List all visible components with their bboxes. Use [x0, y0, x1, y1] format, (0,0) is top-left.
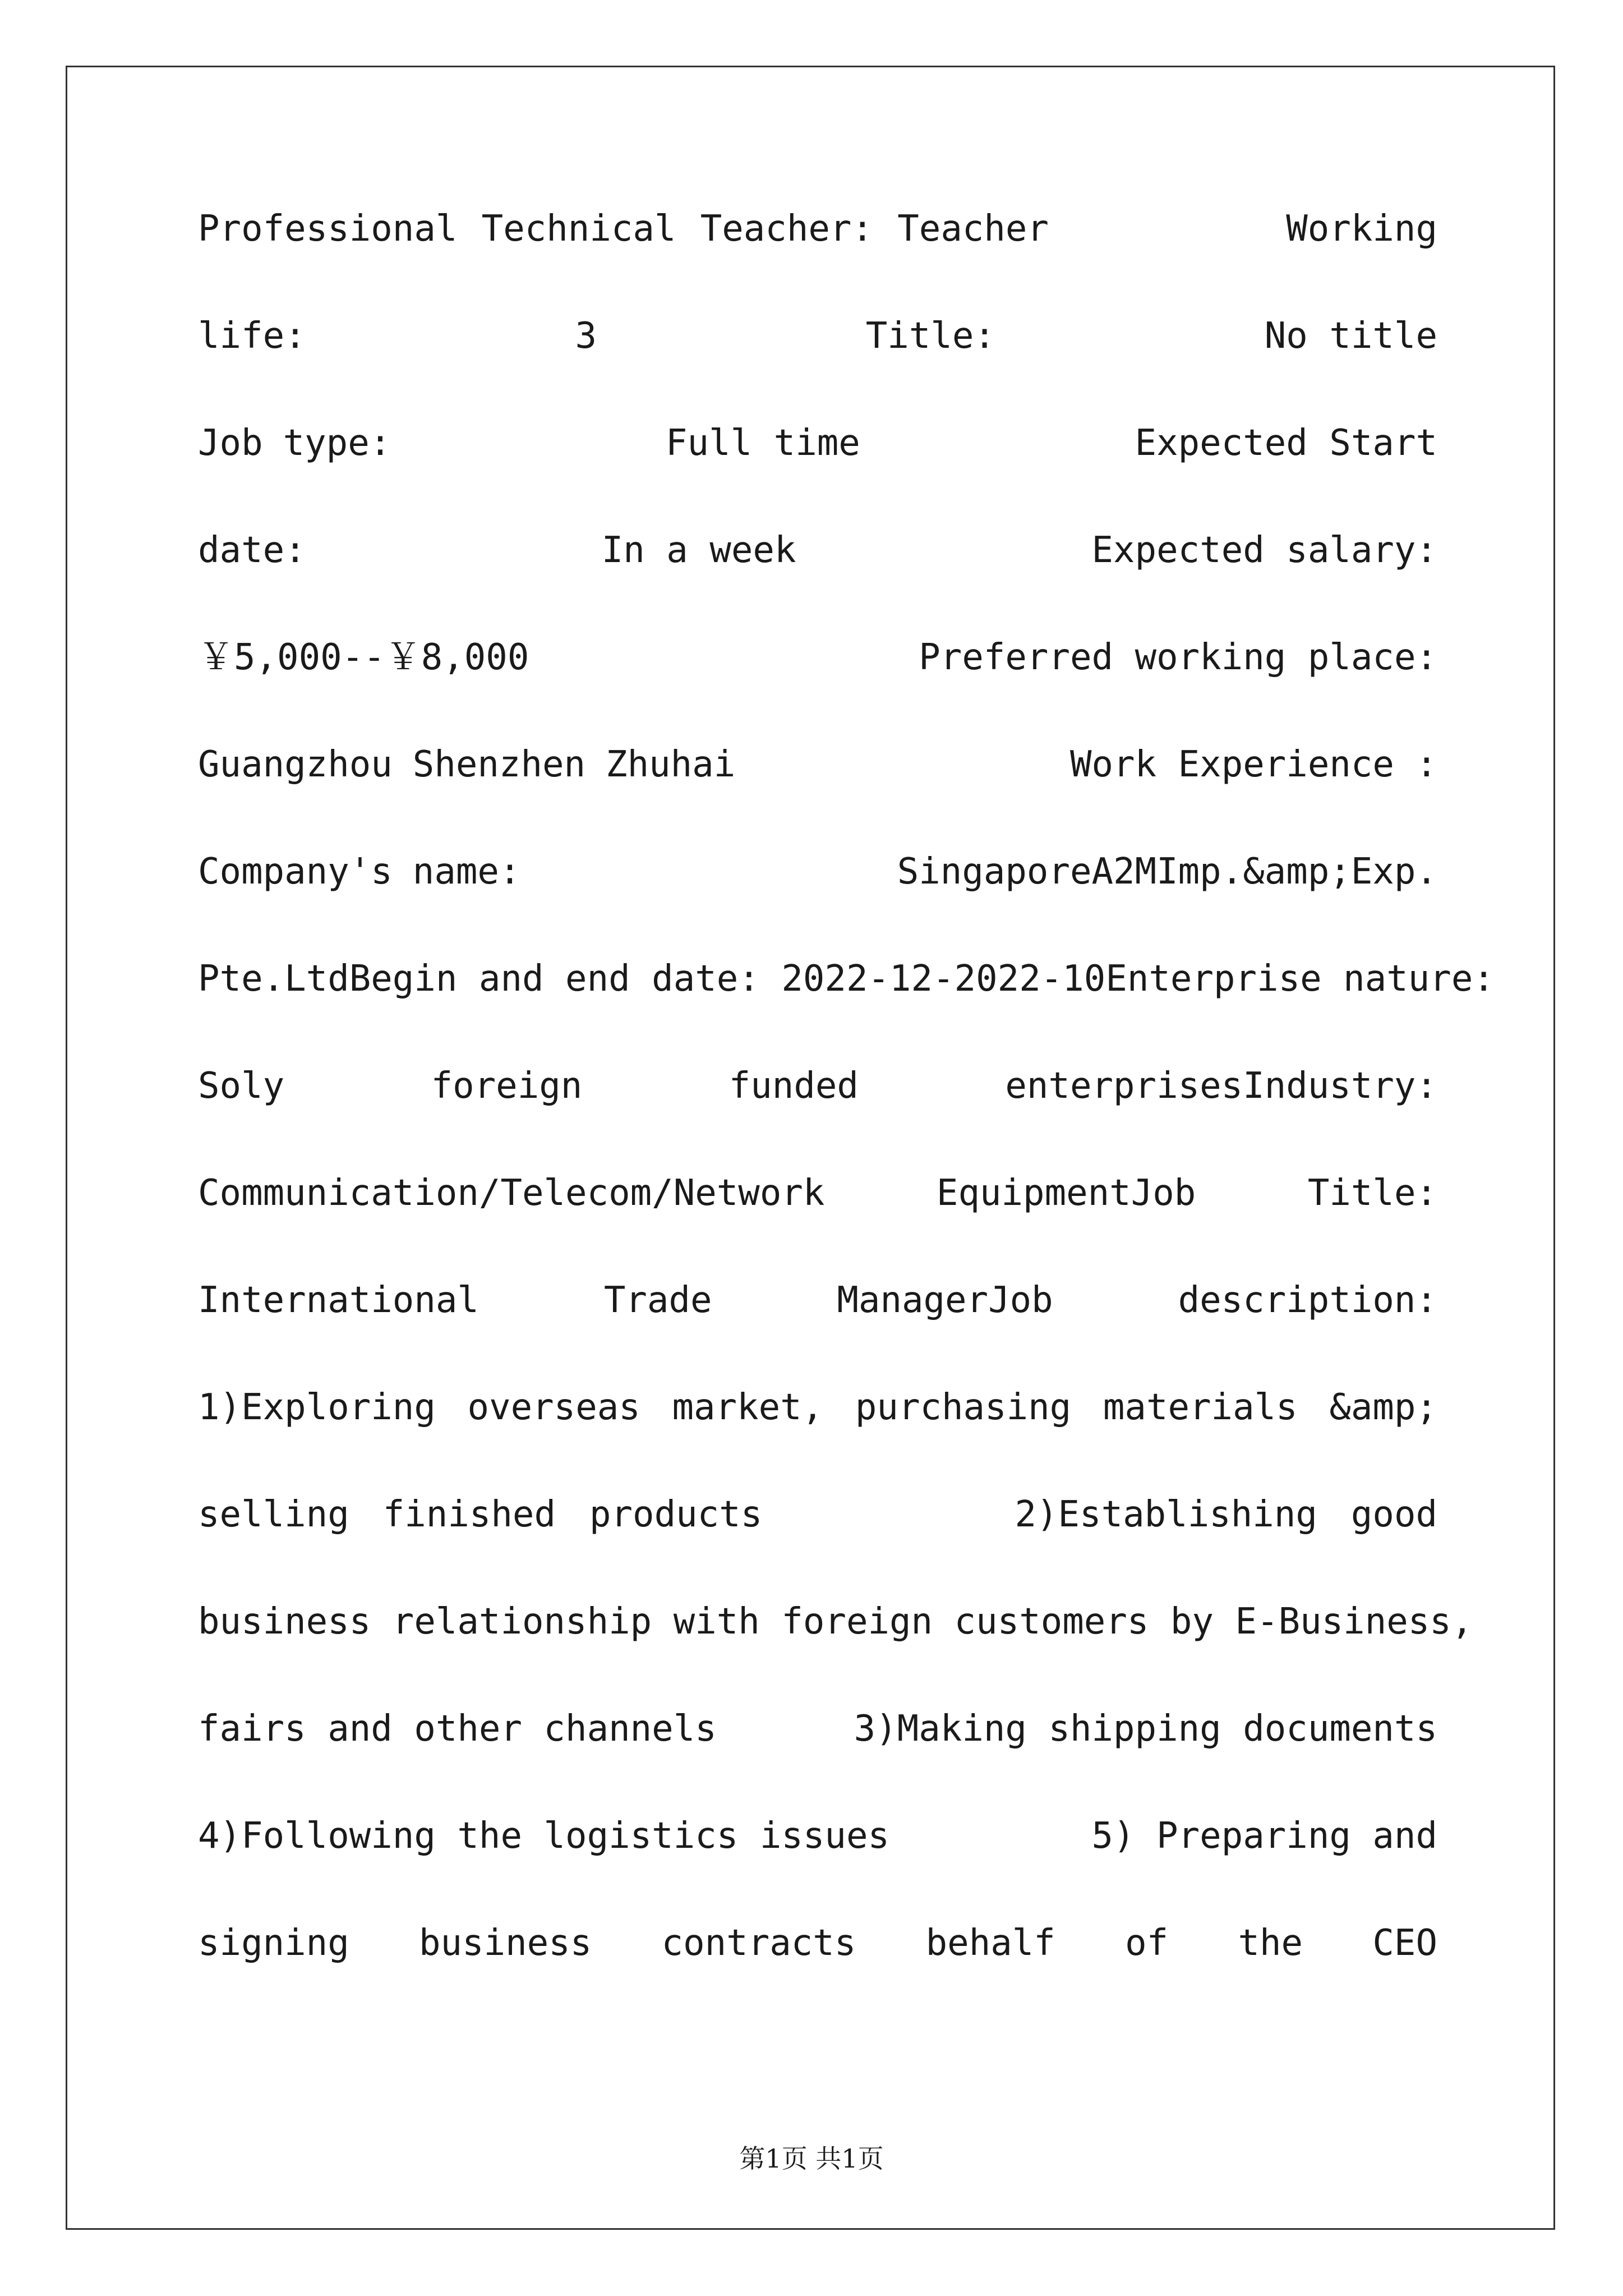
text-word: description:: [1178, 1280, 1437, 1321]
text-word: overseas: [467, 1387, 640, 1428]
text-word: Teacher:: [700, 208, 873, 250]
text-word: Pte.LtdBegin and end date: 2022-12-2022-10Enterprise nature:: [198, 958, 1495, 1000]
text-word: Title:: [865, 315, 995, 357]
text-word: name:: [412, 851, 521, 892]
text-word: fairs and other channels: [198, 1708, 717, 1750]
text-line: [198, 422, 1437, 532]
text-word: signing: [198, 1922, 349, 1964]
text-line: [198, 532, 1437, 639]
text-word: Job: [198, 422, 263, 464]
text-word: A2M: [1091, 851, 1157, 892]
text-word: Work Experience :: [1069, 744, 1437, 785]
text-line: [198, 744, 1437, 854]
text-word: Singapore: [897, 851, 1092, 892]
text-word: 3)Making shipping documents: [854, 1708, 1437, 1750]
text-word: contracts: [661, 1922, 856, 1964]
text-word: Communication/Telecom/Network: [198, 1172, 825, 1214]
text-word: foreign: [431, 1065, 583, 1107]
text-word: 5) Preparing and: [1091, 1815, 1437, 1857]
text-line: [198, 1172, 1437, 1282]
text-word: 2)Establishing: [1015, 1494, 1317, 1535]
text-word: ￥5,000--￥8,000: [198, 637, 529, 678]
text-word: 4)Following the logistics issues: [198, 1815, 889, 1857]
text-word: Title:: [1307, 1172, 1437, 1214]
text-line: [198, 1815, 1437, 1925]
text-word: Expected Start: [1135, 422, 1437, 464]
page-number-footer: 第1页 共1页: [739, 2143, 884, 2174]
text-word: good: [1350, 1494, 1437, 1535]
text-word: 1)Exploring: [198, 1387, 436, 1428]
text-word: materials: [1103, 1387, 1298, 1428]
text-word: behalf: [925, 1922, 1055, 1964]
text-word: business: [419, 1922, 592, 1964]
text-word: EquipmentJob: [936, 1172, 1196, 1214]
text-word: of: [1125, 1922, 1169, 1964]
text-word: International: [198, 1280, 479, 1321]
text-word: Guangzhou: [198, 744, 393, 785]
text-word: ManagerJob: [837, 1280, 1053, 1321]
text-line: [198, 1922, 1437, 2032]
text-word: Preferred working place:: [919, 637, 1437, 678]
text-word: business relationship with foreign customers by E-Business,: [198, 1601, 1473, 1642]
text-line: [198, 1282, 1437, 1389]
text-word: &amp;: [1329, 1387, 1437, 1428]
text-line: [198, 958, 1495, 1068]
text-word: products: [589, 1494, 763, 1535]
text-word: enterprisesIndustry:: [1005, 1065, 1437, 1107]
text-word: Teacher: [897, 208, 1049, 250]
text-word: CEO: [1372, 1922, 1437, 1964]
text-word: type:: [283, 422, 391, 464]
text-word: the: [1238, 1922, 1303, 1964]
text-line: [198, 1708, 1437, 1818]
text-word: 3: [575, 315, 597, 357]
text-word: In a week: [601, 530, 796, 571]
text-word: No title: [1264, 315, 1437, 357]
text-word: Exp.: [1350, 851, 1437, 892]
text-line: [198, 1065, 1437, 1175]
text-line: [198, 1389, 1437, 1497]
text-line: [198, 1494, 1437, 1604]
document-body: [198, 208, 1495, 2032]
text-word: Trade: [603, 1280, 712, 1321]
text-line: [198, 639, 1437, 747]
text-word: &amp;: [1243, 851, 1351, 892]
text-word: Soly: [198, 1065, 285, 1107]
text-word: Company's: [198, 851, 393, 892]
text-word: Professional: [198, 208, 458, 250]
text-word: Zhuhai: [606, 744, 736, 785]
text-word: purchasing: [855, 1387, 1072, 1428]
text-word: market,: [672, 1387, 824, 1428]
text-line: [198, 851, 1437, 961]
text-word: Working: [1286, 208, 1437, 250]
text-word: Shenzhen: [412, 744, 586, 785]
text-line: [198, 208, 1437, 318]
text-word: Technical: [481, 208, 676, 250]
text-word: Full time: [666, 422, 860, 464]
text-word: Expected salary:: [1091, 530, 1437, 571]
text-word: finished: [382, 1494, 556, 1535]
text-word: date:: [198, 530, 306, 571]
text-word: funded: [728, 1065, 859, 1107]
text-line: [198, 315, 1437, 425]
text-word: selling: [198, 1494, 349, 1535]
text-word: life:: [198, 315, 306, 357]
text-line: [198, 1601, 1473, 1711]
text-word: Imp.: [1156, 851, 1243, 892]
